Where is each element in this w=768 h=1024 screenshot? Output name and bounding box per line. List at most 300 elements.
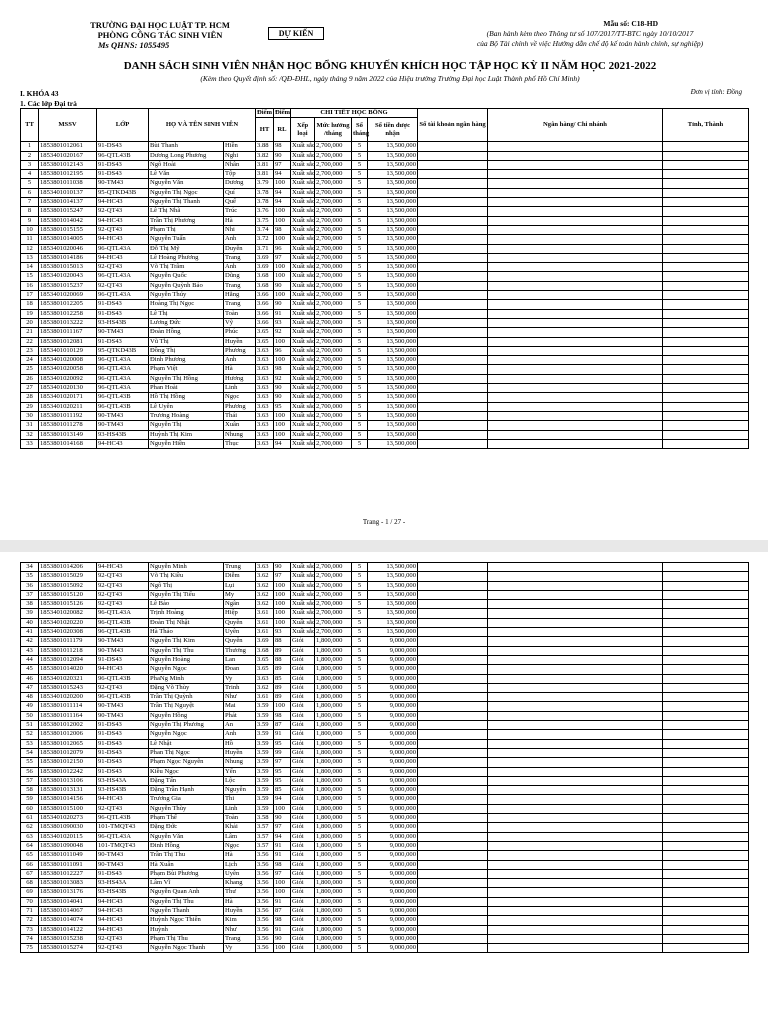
table-row bbox=[21, 421, 749, 430]
cell-ht: 3.69 bbox=[256, 637, 274, 646]
cell-province bbox=[663, 916, 749, 925]
cell-given-name: Quyên bbox=[224, 618, 256, 627]
cell-rank: Giỏi bbox=[291, 786, 315, 795]
cell-rl: 90 bbox=[274, 563, 291, 572]
table-row bbox=[21, 263, 749, 272]
cell-province bbox=[663, 151, 749, 160]
cell-amount: 13,500,000 bbox=[368, 216, 418, 225]
cell-months: 5 bbox=[352, 225, 368, 234]
cell-rank: Xuất sắc bbox=[292, 188, 315, 196]
cell-given-name: Nhung bbox=[224, 430, 256, 439]
table-row bbox=[21, 739, 749, 748]
cell-months: 5 bbox=[352, 253, 368, 262]
cell-amount: 13,500,000 bbox=[368, 318, 418, 327]
header-rank: Xếp loại bbox=[291, 118, 315, 142]
cell-province bbox=[663, 374, 749, 383]
cell-tt: 11 bbox=[21, 235, 39, 244]
cell-amount: 13,500,000 bbox=[368, 365, 418, 374]
cell-bank bbox=[488, 730, 663, 739]
cell-surname: Lương Đức bbox=[149, 318, 224, 327]
cell-bank bbox=[488, 832, 663, 841]
cell-months: 5 bbox=[352, 346, 368, 355]
cell-province bbox=[663, 318, 749, 327]
table-row bbox=[21, 318, 749, 327]
cell-mssv: 1853401010137 bbox=[39, 188, 97, 197]
cell-rate: 1,800,000 bbox=[315, 934, 352, 943]
cell-rl: 98 bbox=[274, 225, 291, 234]
cell-province bbox=[663, 337, 749, 346]
cell-class: 92-QT43 bbox=[97, 572, 149, 581]
cell-amount: 13,500,000 bbox=[368, 300, 418, 309]
cell-amount: 13,500,000 bbox=[368, 590, 418, 599]
cell-tt: 17 bbox=[21, 291, 39, 300]
cell-account bbox=[418, 281, 488, 290]
cell-tt: 3 bbox=[21, 160, 39, 169]
cell-amount: 9,000,000 bbox=[368, 693, 418, 702]
cell-mssv: 1853801014186 bbox=[39, 253, 97, 262]
cell-class: 93-HS43A bbox=[97, 879, 149, 888]
cell-given-name: Tộp bbox=[224, 170, 256, 179]
cell-ht: 3.65 bbox=[256, 337, 274, 346]
table-row bbox=[21, 916, 749, 925]
cell-rate: 2,700,000 bbox=[315, 188, 352, 197]
cell-tt: 48 bbox=[21, 693, 39, 702]
cell-account bbox=[418, 430, 488, 439]
cell-surname: Lê Uyên bbox=[149, 402, 224, 411]
cell-rate: 2,700,000 bbox=[315, 207, 352, 216]
cell-rank: Giỏi bbox=[291, 702, 315, 711]
cell-amount: 13,500,000 bbox=[368, 572, 418, 581]
table-row bbox=[21, 851, 749, 860]
cell-bank bbox=[488, 609, 663, 618]
cell-rl: 97 bbox=[274, 253, 291, 262]
table-row bbox=[21, 393, 749, 402]
cell-province bbox=[663, 142, 749, 151]
table-row bbox=[21, 225, 749, 234]
table-row bbox=[21, 600, 749, 609]
table-row bbox=[21, 888, 749, 897]
cell-rl: 100 bbox=[274, 702, 291, 711]
cell-bank bbox=[488, 328, 663, 337]
cell-months: 5 bbox=[352, 272, 368, 281]
cell-amount: 9,000,000 bbox=[368, 767, 418, 776]
cell-rate: 2,700,000 bbox=[315, 281, 352, 290]
cell-given-name: Dương bbox=[224, 179, 256, 188]
cell-surname: Nguyễn Hoàng bbox=[149, 655, 224, 664]
cell-account bbox=[418, 151, 488, 160]
cell-rank: Xuất sắc bbox=[292, 291, 315, 299]
cell-amount: 9,000,000 bbox=[368, 869, 418, 878]
cell-mssv: 1853801012065 bbox=[39, 739, 97, 748]
cell-given-name: Đoan bbox=[224, 665, 256, 674]
cell-account bbox=[418, 758, 488, 767]
table-row bbox=[21, 860, 749, 869]
cell-rank: Xuất sắc bbox=[292, 253, 315, 261]
cell-account bbox=[418, 170, 488, 179]
org-code: Ms QHNS: 1055495 bbox=[98, 40, 170, 50]
cell-months: 5 bbox=[352, 590, 368, 599]
cell-months: 5 bbox=[352, 934, 368, 943]
cell-mssv: 1853801014074 bbox=[39, 916, 97, 925]
cell-province bbox=[663, 814, 749, 823]
cell-rl: 100 bbox=[274, 179, 291, 188]
cell-given-name: Trang bbox=[224, 934, 256, 943]
cell-rank: Xuất sắc bbox=[292, 263, 315, 271]
cell-bank bbox=[488, 814, 663, 823]
cell-province bbox=[663, 869, 749, 878]
cell-ht: 3.78 bbox=[256, 188, 274, 197]
cell-rate: 2,700,000 bbox=[315, 393, 352, 402]
cell-tt: 20 bbox=[21, 318, 39, 327]
cell-given-name: Lụi bbox=[224, 581, 256, 590]
table-row bbox=[21, 637, 749, 646]
cell-amount: 13,500,000 bbox=[368, 421, 418, 430]
table-row bbox=[21, 207, 749, 216]
table-row bbox=[21, 374, 749, 383]
cell-rl: 100 bbox=[274, 421, 291, 430]
cell-tt: 39 bbox=[21, 609, 39, 618]
cell-rate: 2,700,000 bbox=[315, 572, 352, 581]
cell-bank bbox=[488, 934, 663, 943]
header-rl: RL bbox=[274, 118, 291, 142]
cell-given-name: Trang bbox=[224, 300, 256, 309]
table-row bbox=[21, 216, 749, 225]
cell-bank bbox=[488, 674, 663, 683]
cell-given-name: My bbox=[224, 590, 256, 599]
cell-rl: 100 bbox=[274, 600, 291, 609]
cell-given-name: An bbox=[224, 721, 256, 730]
table-row bbox=[21, 253, 749, 262]
cell-class: 91-DS43 bbox=[97, 869, 149, 878]
cell-account bbox=[418, 721, 488, 730]
cell-mssv: 1853801014020 bbox=[39, 665, 97, 674]
cell-months: 5 bbox=[352, 309, 368, 318]
cell-province bbox=[663, 590, 749, 599]
cell-rate: 1,800,000 bbox=[315, 739, 352, 748]
cell-rate: 1,800,000 bbox=[315, 888, 352, 897]
cell-rank: Xuất sắc bbox=[292, 300, 315, 308]
cell-tt: 8 bbox=[21, 207, 39, 216]
cell-months: 5 bbox=[352, 628, 368, 637]
cell-rate: 1,800,000 bbox=[315, 776, 352, 785]
cell-class: 94-HC43 bbox=[97, 253, 149, 262]
cell-rl: 98 bbox=[274, 365, 291, 374]
table-row bbox=[21, 384, 749, 393]
cell-rate: 2,700,000 bbox=[315, 374, 352, 383]
cell-tt: 60 bbox=[21, 804, 39, 813]
cell-amount: 13,500,000 bbox=[368, 179, 418, 188]
cell-amount: 9,000,000 bbox=[368, 646, 418, 655]
cell-class: 92-QT43 bbox=[97, 804, 149, 813]
table-row bbox=[21, 804, 749, 813]
cell-amount: 13,500,000 bbox=[368, 411, 418, 420]
table-row bbox=[21, 581, 749, 590]
cell-bank bbox=[488, 841, 663, 850]
cell-rate: 2,700,000 bbox=[315, 170, 352, 179]
cell-account bbox=[418, 188, 488, 197]
cell-account bbox=[418, 393, 488, 402]
cell-rate: 1,800,000 bbox=[315, 655, 352, 664]
cell-rate: 2,700,000 bbox=[315, 356, 352, 365]
cell-rank: Giỏi bbox=[291, 916, 315, 925]
cell-months: 5 bbox=[352, 235, 368, 244]
cell-months: 5 bbox=[352, 655, 368, 664]
cell-ht: 3.63 bbox=[256, 346, 274, 355]
cell-months: 5 bbox=[352, 300, 368, 309]
cell-tt: 31 bbox=[21, 421, 39, 430]
cell-ht: 3.57 bbox=[256, 832, 274, 841]
cell-months: 5 bbox=[352, 198, 368, 207]
cell-months: 5 bbox=[352, 393, 368, 402]
cell-amount: 13,500,000 bbox=[368, 151, 418, 160]
cell-months: 5 bbox=[352, 170, 368, 179]
cell-rank: Giỏi bbox=[291, 637, 315, 646]
cell-amount: 13,500,000 bbox=[368, 430, 418, 439]
cell-ht: 3.72 bbox=[256, 235, 274, 244]
cell-surname: Đặng Tấn bbox=[149, 776, 224, 785]
cell-class: 96-QTL43A bbox=[97, 272, 149, 281]
cell-given-name: Anh bbox=[224, 263, 256, 272]
cell-bank bbox=[488, 581, 663, 590]
cell-rank: Xuất sắc bbox=[292, 609, 315, 617]
cell-rl: 91 bbox=[274, 925, 291, 934]
cell-mssv: 1853801012227 bbox=[39, 869, 97, 878]
cell-months: 5 bbox=[352, 291, 368, 300]
cell-bank bbox=[488, 739, 663, 748]
cell-months: 5 bbox=[352, 328, 368, 337]
cell-given-name: Linh bbox=[224, 384, 256, 393]
cell-rate: 2,700,000 bbox=[315, 300, 352, 309]
cell-class: 90-TM43 bbox=[97, 860, 149, 869]
cell-class: 92-QT43 bbox=[97, 207, 149, 216]
cell-amount: 13,500,000 bbox=[368, 393, 418, 402]
cell-tt: 42 bbox=[21, 637, 39, 646]
cell-class: 93-HS43B bbox=[97, 786, 149, 795]
cell-ht: 3.63 bbox=[256, 411, 274, 420]
cell-given-name: Hồ bbox=[224, 739, 256, 748]
cell-bank bbox=[488, 188, 663, 197]
cell-account bbox=[418, 600, 488, 609]
cell-given-name: Lịch bbox=[224, 860, 256, 869]
cell-months: 5 bbox=[352, 281, 368, 290]
cell-class: 93-HS43B bbox=[97, 430, 149, 439]
cell-class: 92-QT43 bbox=[97, 600, 149, 609]
header-score-group: Điểm bbox=[257, 109, 273, 117]
cell-amount: 13,500,000 bbox=[368, 581, 418, 590]
cell-class: 90-TM43 bbox=[97, 328, 149, 337]
cell-months: 5 bbox=[352, 711, 368, 720]
cell-ht: 3.61 bbox=[256, 609, 274, 618]
cell-rl: 99 bbox=[274, 748, 291, 757]
cell-amount: 9,000,000 bbox=[368, 637, 418, 646]
cell-ht: 3.63 bbox=[256, 356, 274, 365]
cell-surname: Nguyễn Thị bbox=[149, 421, 224, 430]
cell-rate: 2,700,000 bbox=[315, 337, 352, 346]
cell-class: 96-QTL43B bbox=[97, 814, 149, 823]
cell-rank: Xuất sắc bbox=[292, 430, 315, 438]
cell-account bbox=[418, 244, 488, 253]
cell-months: 5 bbox=[352, 823, 368, 832]
cell-surname: Dương Long Phương bbox=[149, 151, 224, 160]
cell-account bbox=[418, 795, 488, 804]
cell-rl: 95 bbox=[274, 739, 291, 748]
cell-rl: 100 bbox=[274, 235, 291, 244]
header-ht: HT bbox=[256, 118, 274, 142]
cell-bank bbox=[488, 711, 663, 720]
cell-given-name: Dũng bbox=[224, 272, 256, 281]
cell-ht: 3.59 bbox=[256, 804, 274, 813]
cell-rank: Giỏi bbox=[291, 851, 315, 860]
cell-rank: Xuất sắc bbox=[292, 216, 315, 224]
cell-rl: 100 bbox=[274, 609, 291, 618]
cell-tt: 52 bbox=[21, 730, 39, 739]
cell-rate: 2,700,000 bbox=[315, 225, 352, 234]
cell-given-name: Phát bbox=[224, 711, 256, 720]
cell-mssv: 1853401020043 bbox=[39, 272, 97, 281]
cell-bank bbox=[488, 776, 663, 785]
cell-account bbox=[418, 674, 488, 683]
cell-rl: 92 bbox=[274, 328, 291, 337]
cell-rank: Xuất sắc bbox=[292, 179, 315, 187]
cell-province bbox=[663, 674, 749, 683]
cell-months: 5 bbox=[352, 776, 368, 785]
cell-months: 5 bbox=[352, 411, 368, 420]
cell-rate: 1,800,000 bbox=[315, 795, 352, 804]
cell-surname: Phạm Thị bbox=[149, 225, 224, 234]
table-row bbox=[21, 356, 749, 365]
cell-surname: Huỳnh Thị Kim bbox=[149, 430, 224, 439]
cell-amount: 13,500,000 bbox=[368, 609, 418, 618]
cell-ht: 3.71 bbox=[256, 244, 274, 253]
table-row bbox=[21, 291, 749, 300]
cell-account bbox=[418, 748, 488, 757]
cell-months: 5 bbox=[352, 160, 368, 169]
cell-province bbox=[663, 207, 749, 216]
cell-months: 5 bbox=[352, 906, 368, 915]
cell-given-name: Hiệp bbox=[224, 609, 256, 618]
cell-given-name: Huyền bbox=[224, 906, 256, 915]
cell-account bbox=[418, 291, 488, 300]
cell-given-name: Nhung bbox=[224, 758, 256, 767]
cell-rank: Giỏi bbox=[291, 646, 315, 655]
cell-ht: 3.63 bbox=[256, 365, 274, 374]
cell-surname: Phạm Ngọc Nguyên bbox=[149, 758, 224, 767]
cell-amount: 13,500,000 bbox=[368, 198, 418, 207]
cell-rl: 85 bbox=[274, 674, 291, 683]
cell-surname: Phạm Thị Thu bbox=[149, 934, 224, 943]
cell-surname: Trần Thị Nguyệt bbox=[149, 702, 224, 711]
cell-account bbox=[418, 402, 488, 411]
cell-ht: 3.59 bbox=[256, 795, 274, 804]
cell-given-name: Vy bbox=[224, 944, 256, 953]
cell-rank: Xuất sắc bbox=[292, 628, 315, 636]
cell-mssv: 1853401020167 bbox=[39, 151, 97, 160]
cell-amount: 9,000,000 bbox=[368, 934, 418, 943]
cell-amount: 13,500,000 bbox=[368, 235, 418, 244]
cell-given-name: Quế bbox=[224, 198, 256, 207]
cell-province bbox=[663, 860, 749, 869]
cell-bank bbox=[488, 590, 663, 599]
cell-ht: 3.63 bbox=[256, 384, 274, 393]
cell-given-name: Ngọc bbox=[224, 393, 256, 402]
cell-surname: Huỳnh bbox=[149, 925, 224, 934]
cell-account bbox=[418, 365, 488, 374]
cell-province bbox=[663, 906, 749, 915]
cell-bank bbox=[488, 916, 663, 925]
cell-surname: Phan Hoài bbox=[149, 384, 224, 393]
cell-tt: 66 bbox=[21, 860, 39, 869]
cell-amount: 9,000,000 bbox=[368, 832, 418, 841]
cell-class: 91-DS43 bbox=[97, 142, 149, 151]
currency-unit: Đơn vị tính: Đồng bbox=[690, 88, 742, 96]
cell-rl: 92 bbox=[274, 374, 291, 383]
cell-rank: Xuất sắc bbox=[292, 160, 315, 168]
cell-mssv: 1853801011091 bbox=[39, 860, 97, 869]
org-department: PHÒNG CÔNG TÁC SINH VIÊN bbox=[97, 30, 223, 40]
table-row bbox=[21, 198, 749, 207]
cell-class: 90-TM43 bbox=[97, 637, 149, 646]
cell-given-name: Toàn bbox=[224, 309, 256, 318]
cell-rl: 91 bbox=[274, 730, 291, 739]
cell-rate: 2,700,000 bbox=[315, 609, 352, 618]
cell-ht: 3.56 bbox=[256, 916, 274, 925]
cell-surname: Nguyễn Quốc bbox=[149, 272, 224, 281]
cell-tt: 54 bbox=[21, 748, 39, 757]
cell-rank: Giỏi bbox=[291, 665, 315, 674]
cell-rl: 94 bbox=[274, 795, 291, 804]
cell-months: 5 bbox=[352, 179, 368, 188]
cell-surname: Kiều Ngọc bbox=[149, 767, 224, 776]
cell-rl: 100 bbox=[274, 356, 291, 365]
cell-ht: 3.59 bbox=[256, 767, 274, 776]
cell-rate: 2,700,000 bbox=[315, 142, 352, 151]
cell-province bbox=[663, 235, 749, 244]
cell-given-name: Huyền bbox=[224, 748, 256, 757]
cell-rl: 97 bbox=[274, 572, 291, 581]
cell-mssv: 1853401020115 bbox=[39, 832, 97, 841]
cell-amount: 9,000,000 bbox=[368, 683, 418, 692]
cell-given-name: Quyên bbox=[224, 637, 256, 646]
cell-bank bbox=[488, 879, 663, 888]
cell-class: 91-DS43 bbox=[97, 721, 149, 730]
cell-rate: 1,800,000 bbox=[315, 814, 352, 823]
cell-surname: Hoàng Thị Ngọc bbox=[149, 300, 224, 309]
cell-amount: 13,500,000 bbox=[368, 281, 418, 290]
cell-class: 94-HC43 bbox=[97, 665, 149, 674]
cell-class: 90-TM43 bbox=[97, 851, 149, 860]
cell-surname: Ngô Hoài bbox=[149, 160, 224, 169]
cell-ht: 3.62 bbox=[256, 581, 274, 590]
cell-rl: 100 bbox=[274, 263, 291, 272]
cell-account bbox=[418, 198, 488, 207]
cell-rl: 90 bbox=[274, 300, 291, 309]
cell-class: 101-TMQT43 bbox=[97, 841, 149, 850]
cell-months: 5 bbox=[352, 795, 368, 804]
cell-province bbox=[663, 934, 749, 943]
cell-months: 5 bbox=[352, 944, 368, 953]
cell-bank bbox=[488, 683, 663, 692]
cell-account bbox=[418, 160, 488, 169]
cell-mssv: 1853801014042 bbox=[39, 216, 97, 225]
cell-surname: Bùi Thanh bbox=[149, 142, 224, 151]
cell-months: 5 bbox=[352, 207, 368, 216]
cell-rl: 97 bbox=[274, 823, 291, 832]
cell-given-name: Hương bbox=[224, 374, 256, 383]
cell-account bbox=[418, 646, 488, 655]
cell-province bbox=[663, 888, 749, 897]
cell-province bbox=[663, 767, 749, 776]
cell-rl: 95 bbox=[274, 402, 291, 411]
